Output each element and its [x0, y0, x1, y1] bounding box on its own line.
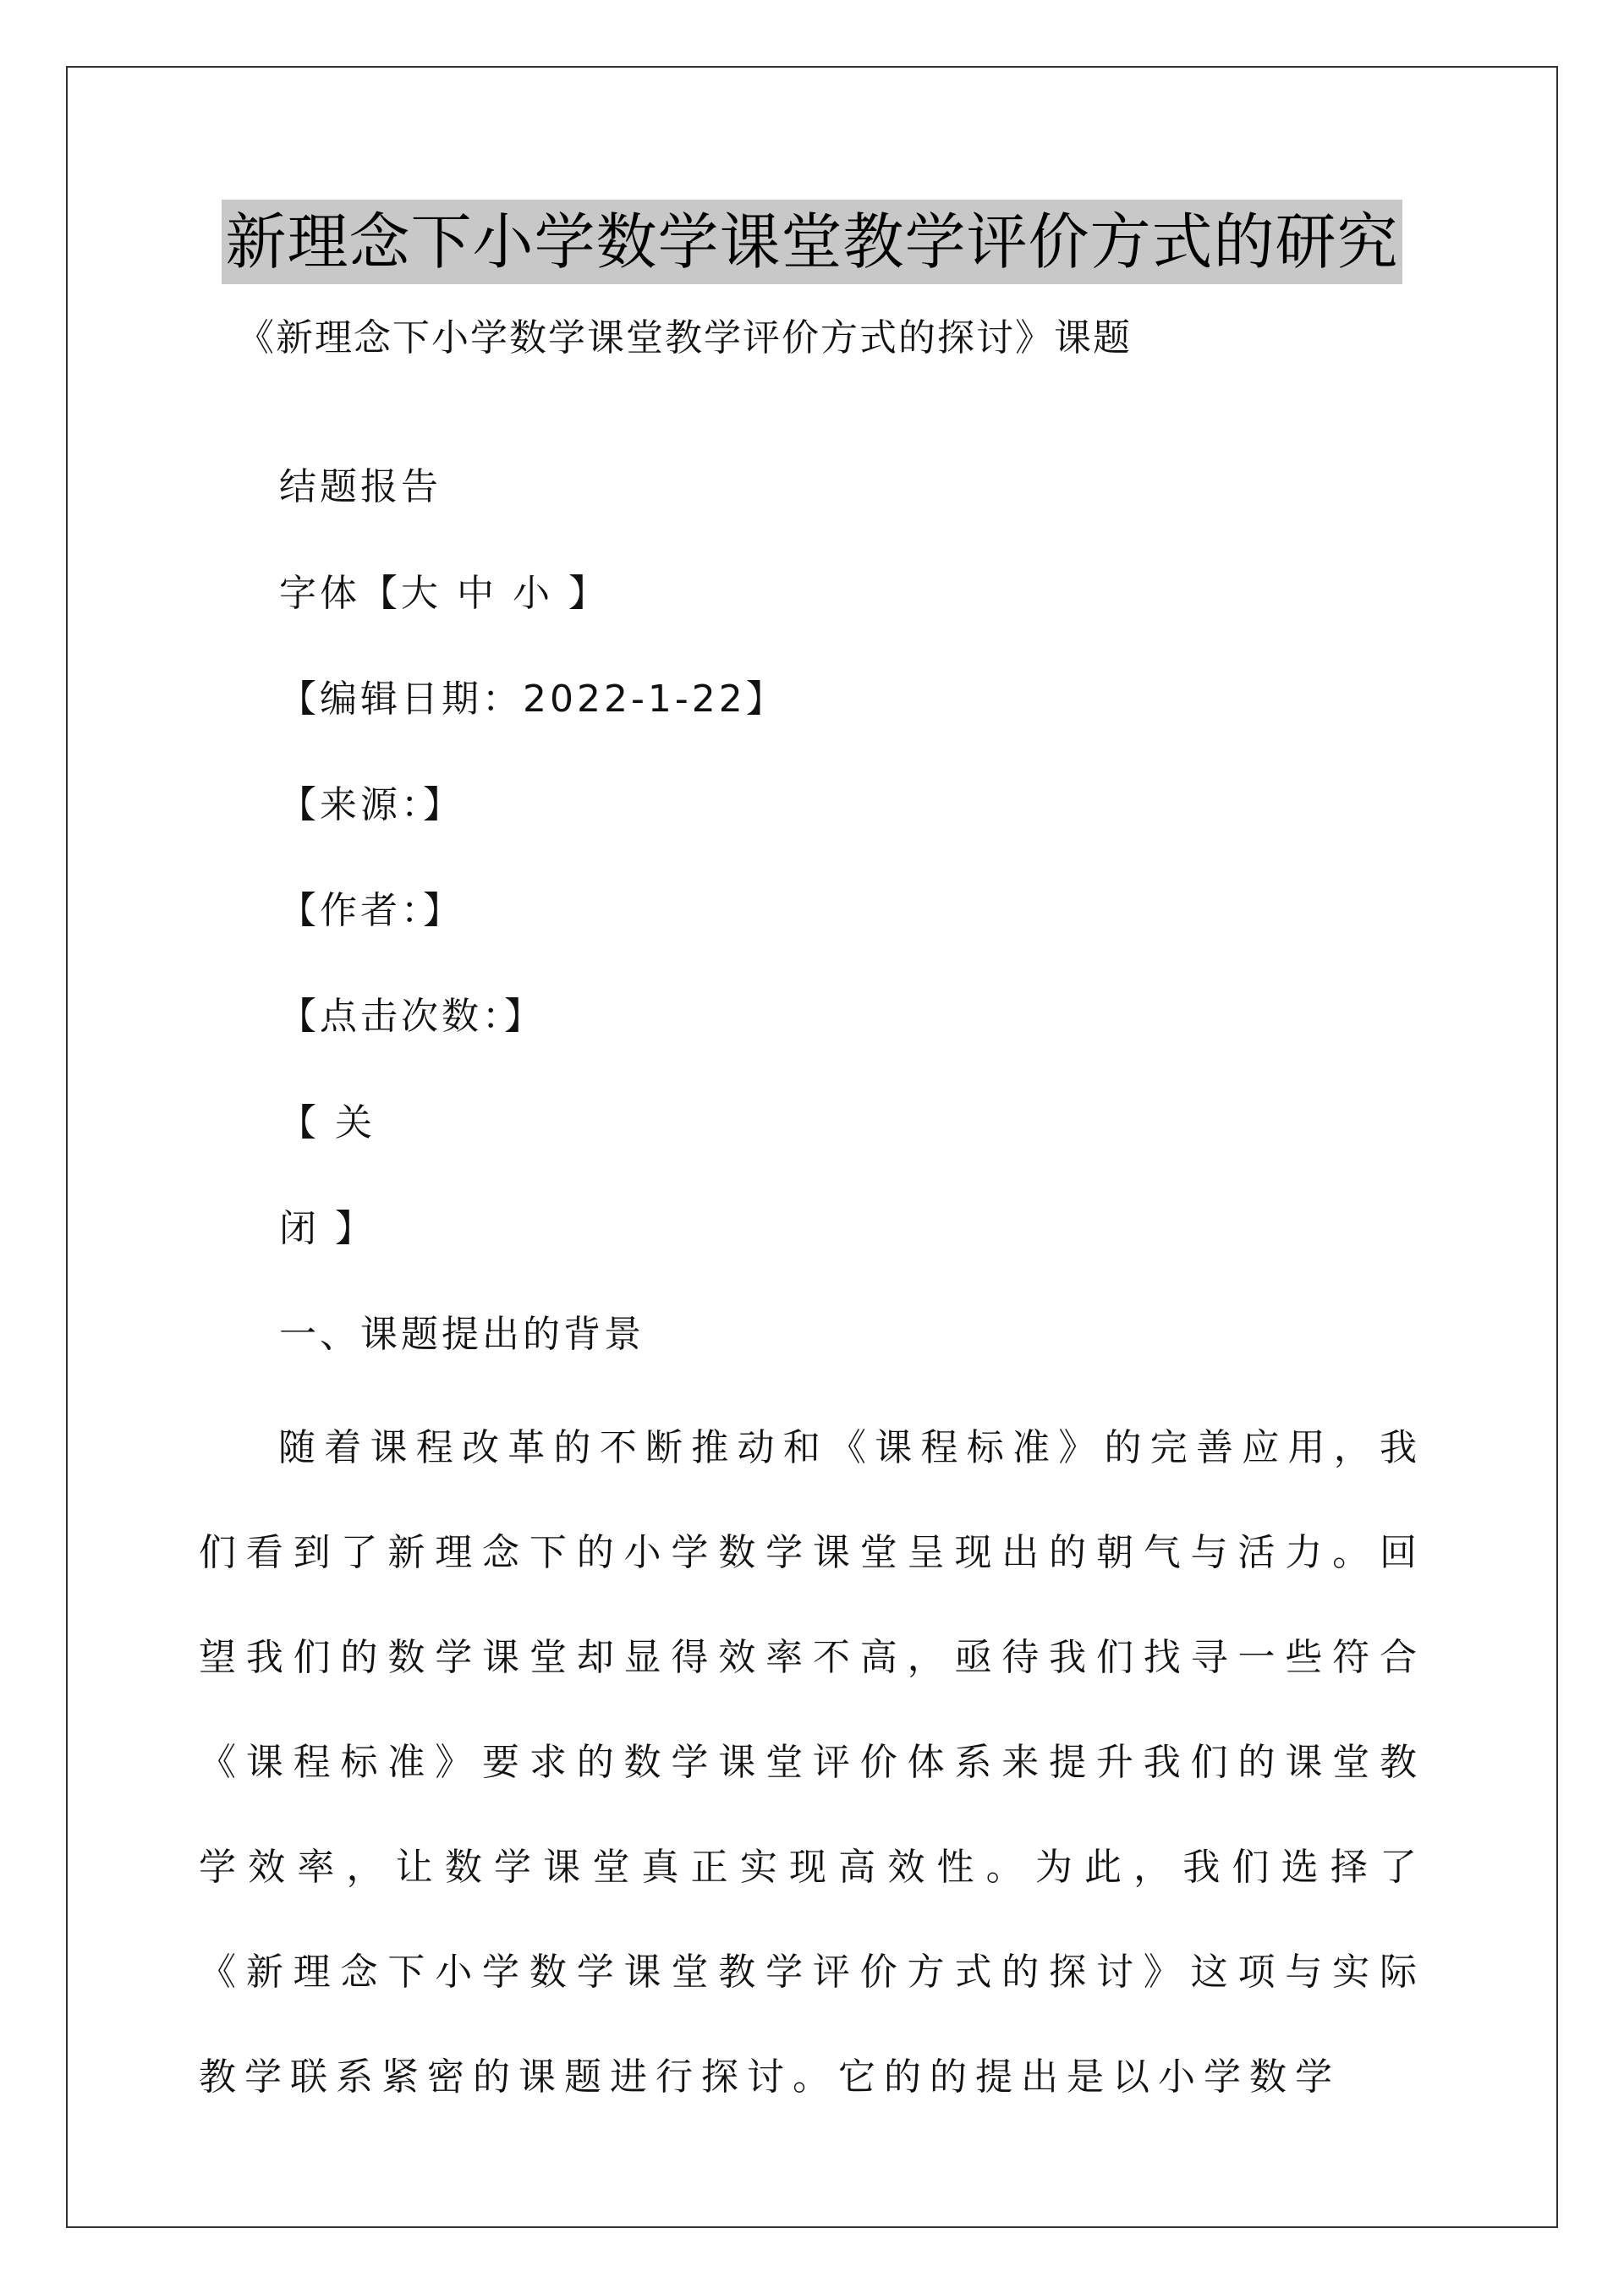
section-heading: 一、课题提出的背景 [279, 1313, 645, 1356]
close-label-part1: 【 关 [279, 1101, 376, 1144]
close-label-part2: 闭 】 [279, 1207, 376, 1250]
source-field: 【来源：】 [279, 783, 464, 826]
body-paragraph: 随着课程改革的不断推动和《课程标准》的完善应用，我们看到了新理念下的小学数学课堂呈现出的朝气与活力。回望我们的数学课堂却显得效率不高，亟待我们找寻一些符合《课程标准》要求的数学课堂评价体系来提升我们的课堂教学效率，让数学课堂真正实现高效性。为此，我们选择了《新理念下小学数学课堂教学评价方式的探讨》这项与实际教学联系紧密的课题进行探讨。它的的提出是以小学数学 [199, 1426, 1425, 2099]
font-size-selector: 字体【大 中 小 】 [279, 572, 609, 615]
report-label: 结题报告 [279, 465, 442, 508]
subtitle: 《新理念下小学数学课堂教学评价方式的探讨》课题 [237, 316, 1132, 359]
document-title: 新理念下小学数学课堂教学评价方式的研究 [222, 200, 1402, 284]
click-count-field: 【点击次数：】 [279, 995, 545, 1038]
author-field: 【作者：】 [279, 889, 464, 932]
edit-date: 【编辑日期：2022-1-22】 [279, 678, 787, 721]
title-wrap [0, 200, 1624, 284]
